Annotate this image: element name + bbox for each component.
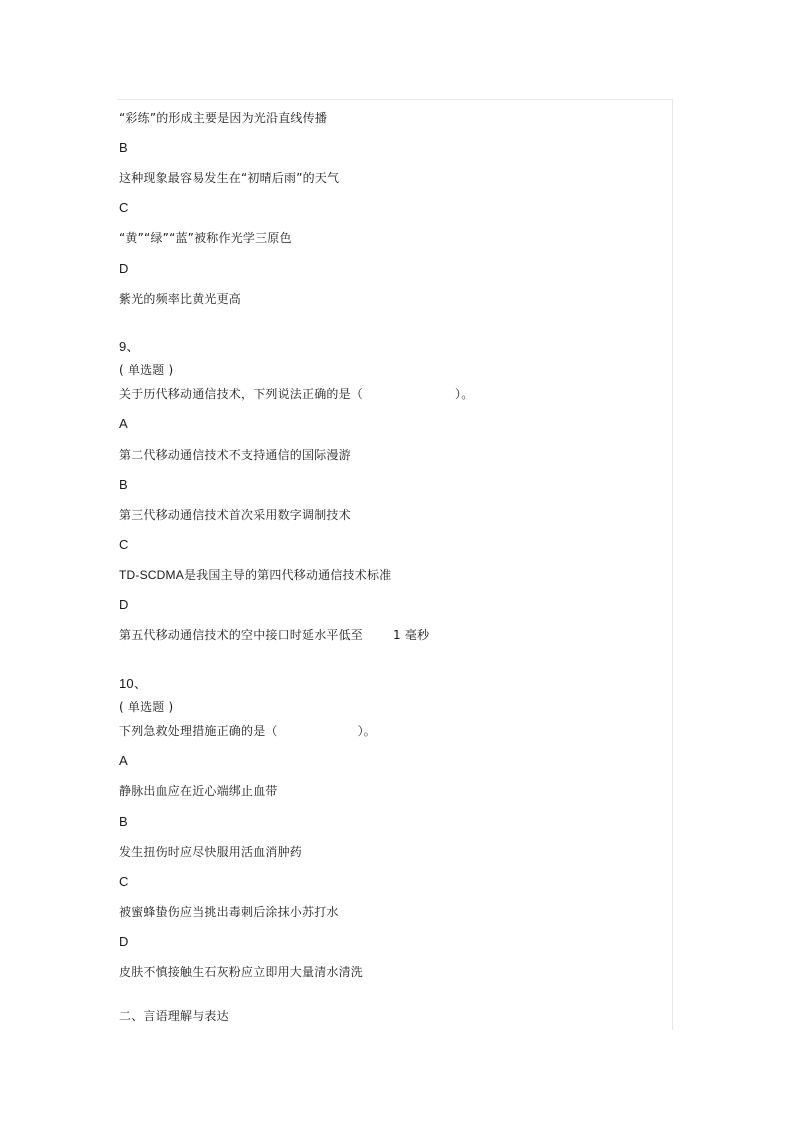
q9-option-c-prefix: TD-SCDMA bbox=[119, 568, 184, 582]
q9-option-d-body: 第五代移动通信技术的空中接口时延水平低至 bbox=[119, 628, 364, 642]
q10-option-b-text: 发生扭伤时应尽快服用活血消肿药 bbox=[119, 845, 303, 859]
section-heading: 二、言语理解与表达 bbox=[119, 1009, 229, 1023]
q10-stem-before: 下列急救处理措施正确的是（ bbox=[119, 724, 278, 738]
q10-option-d-text: 皮肤不慎接触生石灰粉应立即用大量清水清洗 bbox=[119, 965, 364, 979]
q10-option-d-label: D bbox=[119, 934, 129, 949]
q9-option-d-text bbox=[119, 627, 429, 643]
q9-option-d-label: D bbox=[119, 597, 129, 612]
q10-option-b-label: B bbox=[119, 814, 128, 829]
q9-option-c-text bbox=[119, 567, 391, 583]
q10-option-c-text: 被蜜蜂蛰伤应当挑出毒刺后涂抹小苏打水 bbox=[119, 905, 339, 919]
q10-option-c-label: C bbox=[119, 874, 129, 889]
q9-type: ( 单选题 ) bbox=[119, 363, 174, 377]
q8-option-c-label: C bbox=[119, 200, 129, 215]
q9-option-a-text: 第二代移动通信技术不支持通信的国际漫游 bbox=[119, 448, 351, 462]
q10-stem-after: ）。 bbox=[357, 724, 377, 738]
q10-option-a-label: A bbox=[119, 753, 128, 768]
q8-option-c-text: “黄”“绿”“蓝”被称作光学三原色 bbox=[119, 231, 292, 245]
q8-option-b-label: B bbox=[119, 140, 128, 155]
q8-option-d-label: D bbox=[119, 261, 129, 276]
q10-option-a-text: 静脉出血应在近心端绑止血带 bbox=[119, 784, 278, 798]
q8-option-a-text: “彩练”的形成主要是因为光沿直线传播 bbox=[119, 111, 328, 125]
q8-option-d-text: 紫光的频率比黄光更高 bbox=[119, 292, 242, 306]
q9-option-c-body: 是我国主导的第四代移动通信技术标准 bbox=[183, 568, 392, 582]
q8-option-b-text: 这种现象最容易发生在“初晴后雨”的天气 bbox=[119, 171, 340, 185]
q10-number: 10、 bbox=[119, 676, 148, 691]
q9-option-a-label: A bbox=[119, 416, 128, 431]
q9-option-b-text: 第三代移动通信技术首次采用数字调制技术 bbox=[119, 508, 351, 522]
q9-stem-after: ）。 bbox=[455, 387, 474, 401]
q9-stem-before: 关于历代移动通信技术，下列说法正确的是（ bbox=[119, 387, 364, 401]
q9-option-d-value: 1 毫秒 bbox=[393, 628, 430, 642]
q9-number: 9、 bbox=[119, 339, 140, 354]
q9-option-b-label: B bbox=[119, 477, 128, 492]
q10-type: ( 单选题 ) bbox=[119, 700, 174, 714]
q9-stem bbox=[119, 386, 473, 402]
q9-option-c-label: C bbox=[119, 537, 129, 552]
q10-stem bbox=[119, 723, 376, 739]
